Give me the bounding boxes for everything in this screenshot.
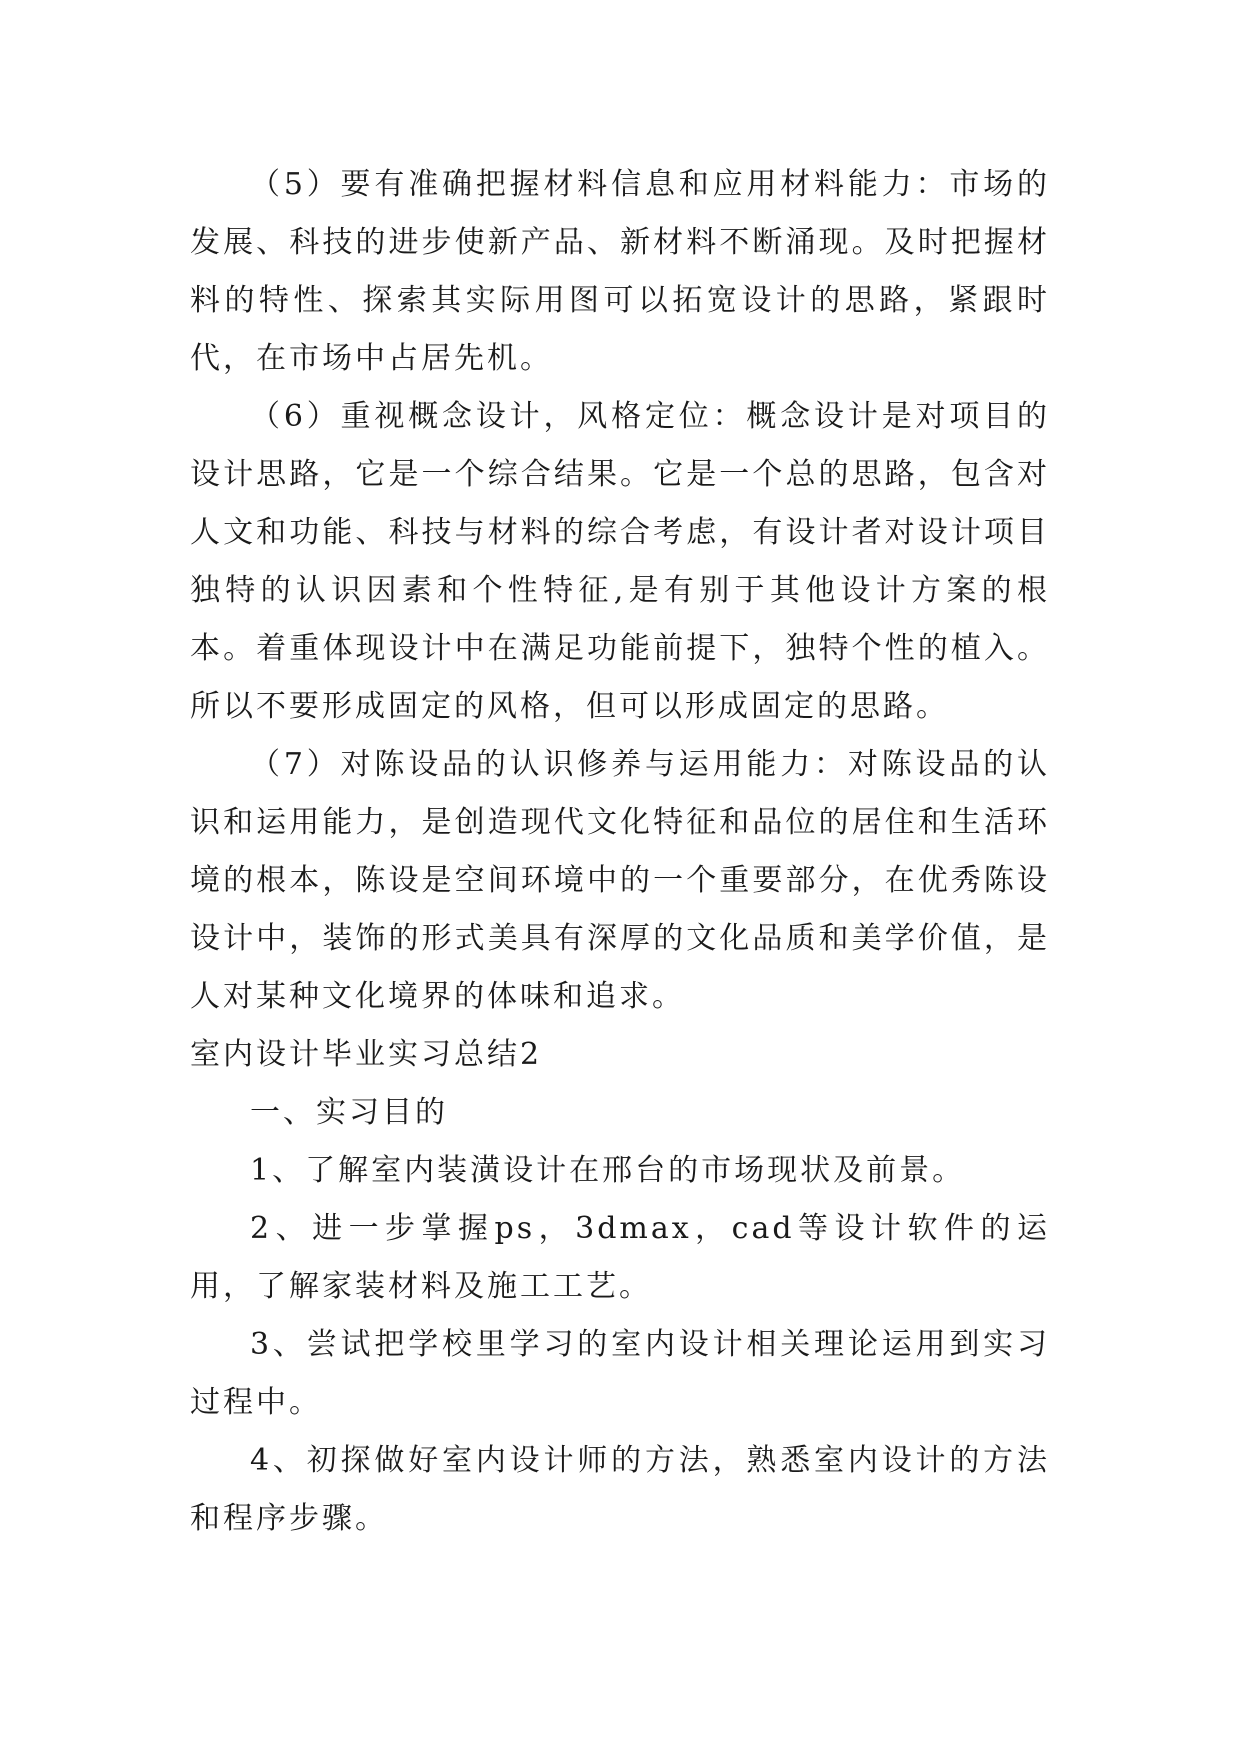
goal-item-4: 4、初探做好室内设计师的方法，熟悉室内设计的方法和程序步骤。 xyxy=(190,1443,1050,1536)
section-title: 室内设计毕业实习总结2 xyxy=(190,1037,543,1072)
goal-item-3: 3、尝试把学校里学习的室内设计相关理论运用到实习过程中。 xyxy=(190,1327,1050,1420)
subsection-title: 一、实习目的 xyxy=(250,1095,448,1130)
document-body xyxy=(190,156,1050,1548)
goal-item-1: 1、了解室内装潢设计在邢台的市场现状及前景。 xyxy=(250,1153,966,1188)
goal-item-2: 2、进一步掌握ps，3dmax，cad等设计软件的运用，了解家装材料及施工工艺。 xyxy=(190,1211,1050,1304)
paragraph-furnishing-ability: （7）对陈设品的认识修养与运用能力：对陈设品的认识和运用能力，是创造现代文化特征和品位的居住和生活环境的根本，陈设是空间环境中的一个重要部分，在优秀陈设设计中，装饰的形式美具有深厚的文化品质和美学价值，是人对某种文化境界的体味和追求。 xyxy=(190,747,1050,1014)
paragraph-concept-design: （6）重视概念设计，风格定位：概念设计是对项目的设计思路，它是一个综合结果。它是一个总的思路，包含对人文和功能、科技与材料的综合考虑，有设计者对设计项目独特的认识因素和个性特征,是有别于其他设计方案的根本。着重体现设计中在满足功能前提下，独特个性的植入。所以不要形成固定的风格，但可以形成固定的思路。 xyxy=(190,399,1050,724)
paragraph-material-ability: （5）要有准确把握材料信息和应用材料能力：市场的发展、科技的进步使新产品、新材料不断涌现。及时把握材料的特性、探索其实际用图可以拓宽设计的思路，紧跟时代，在市场中占居先机。 xyxy=(190,167,1050,376)
